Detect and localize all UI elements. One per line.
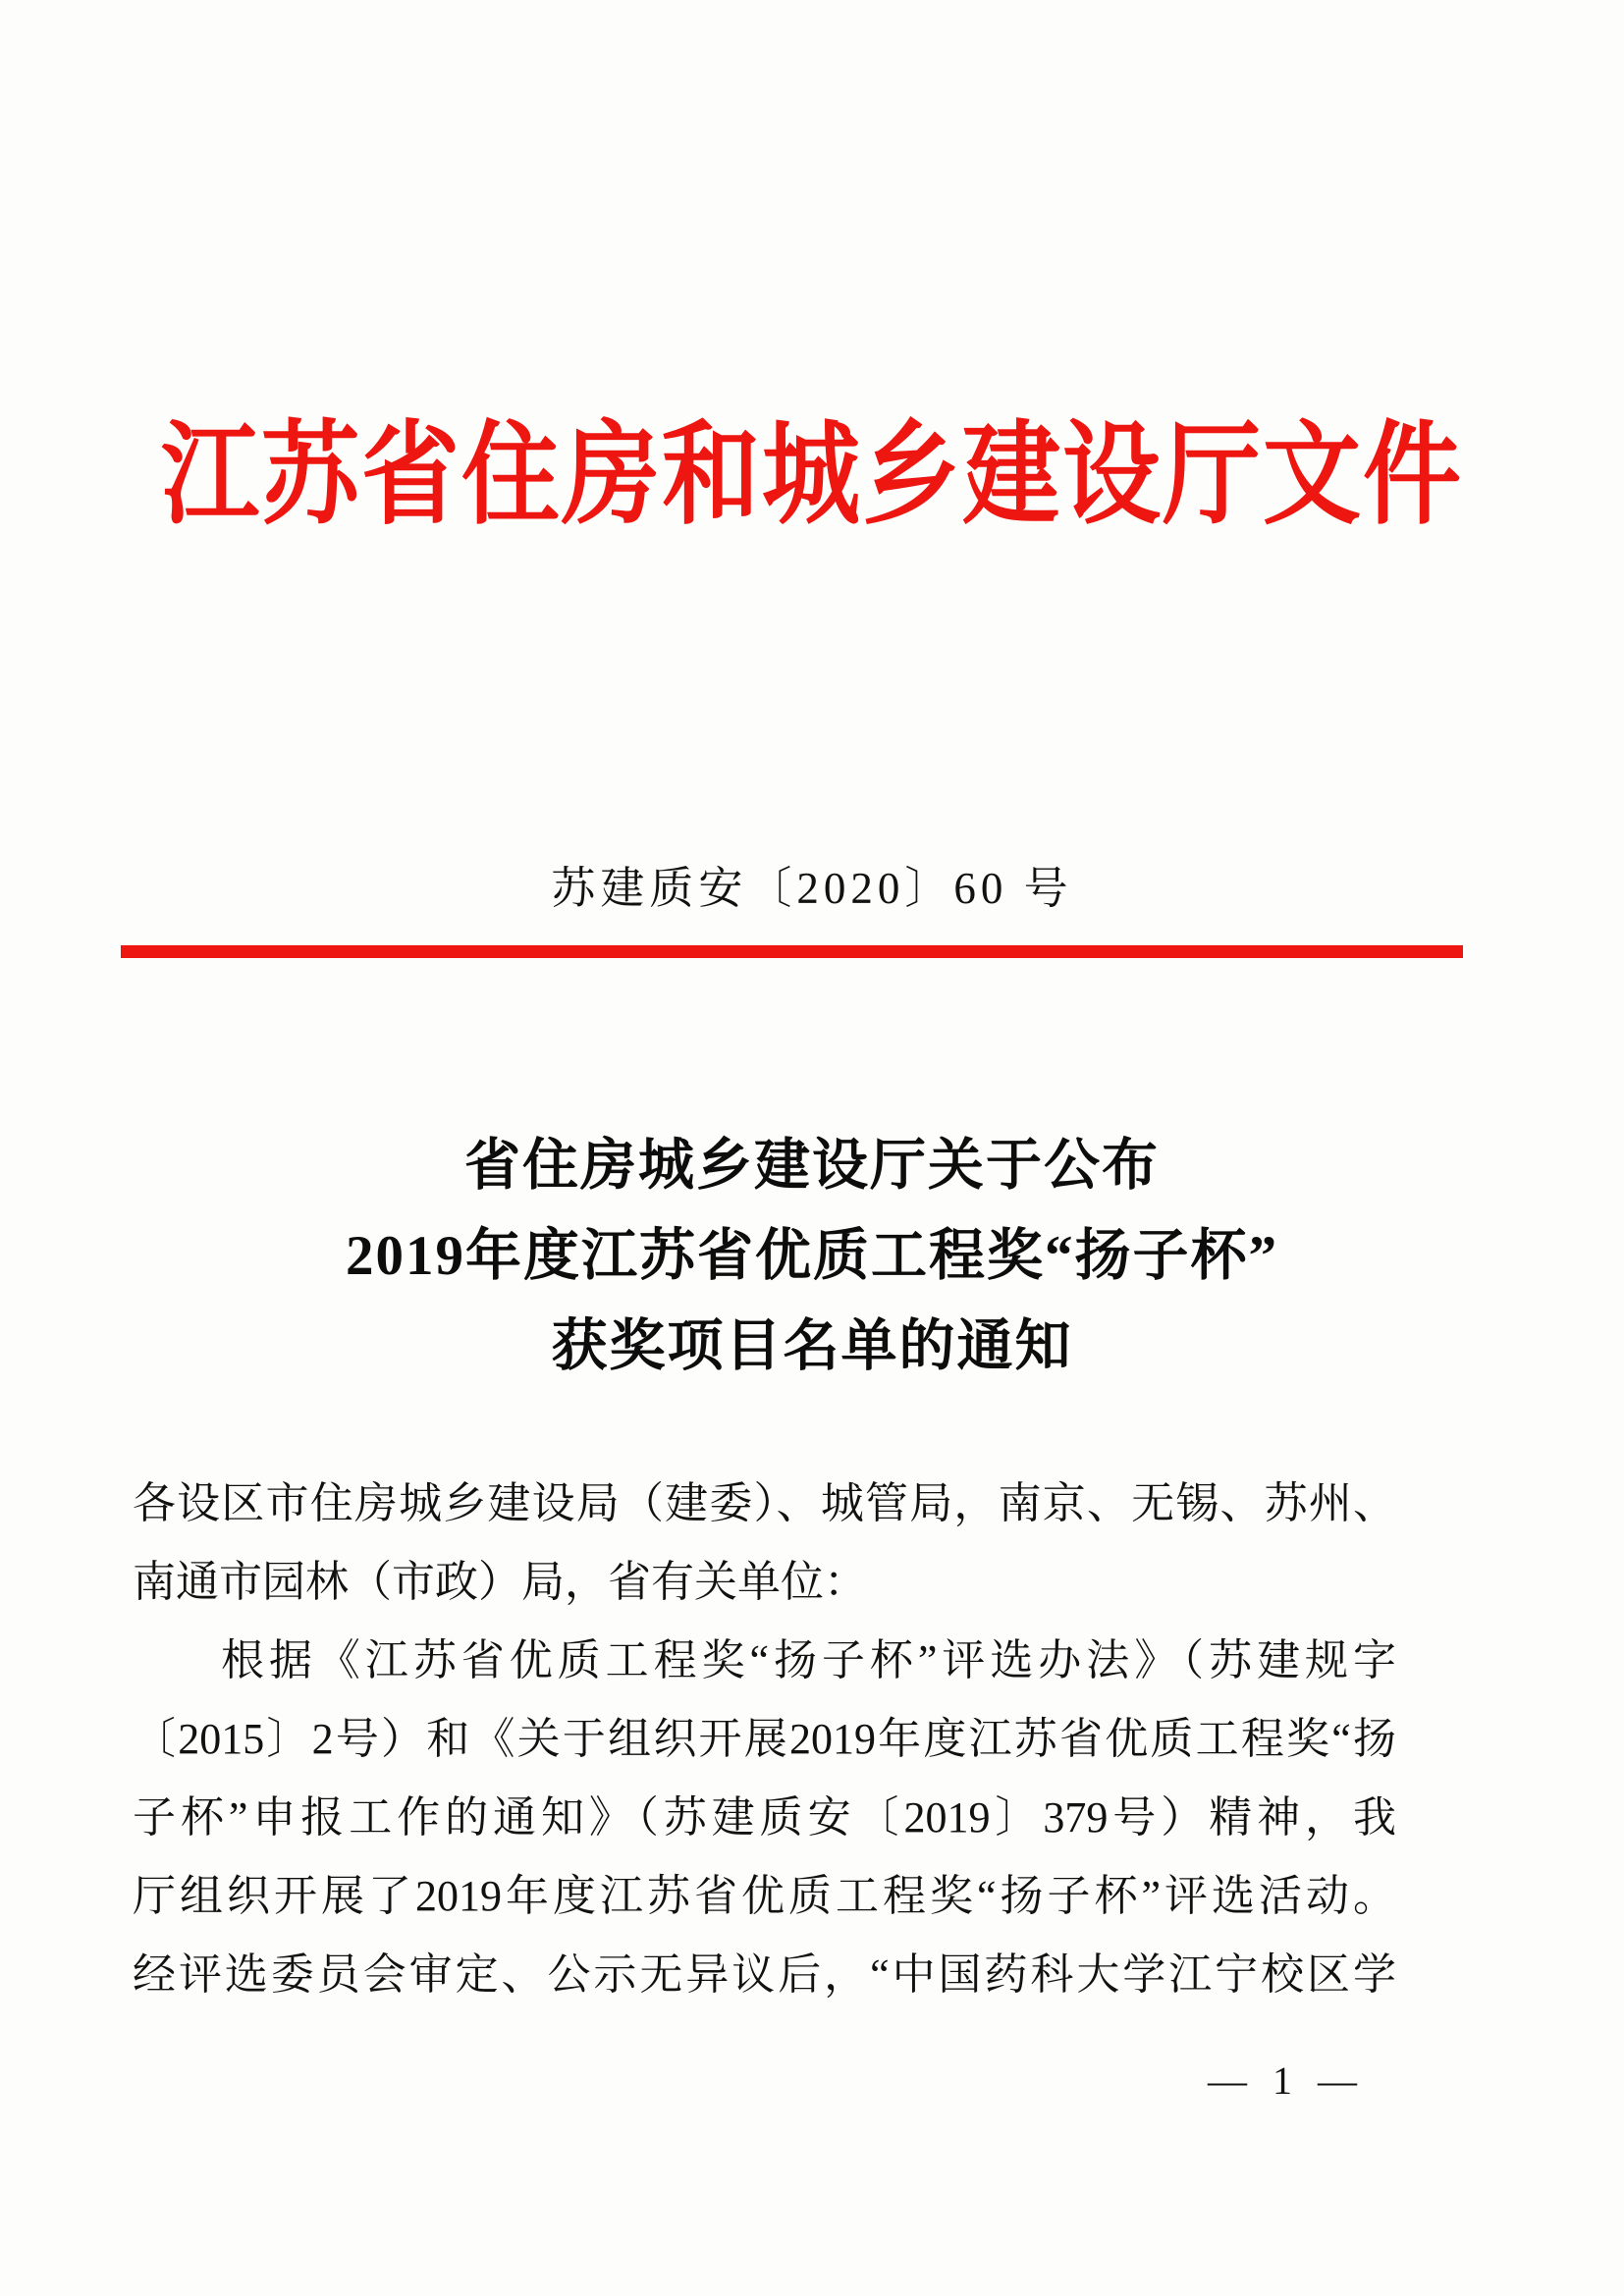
- paragraph-line: 经评选委员会审定、公示无异议后，“中国药科大学江宁校区学: [133, 1950, 1396, 1999]
- paragraph-line: 厅组织开展了2019年度江苏省优质工程奖“扬子杯”评选活动。: [133, 1872, 1396, 1920]
- notice-title-line-3: 获奖项目名单的通知: [551, 1315, 1073, 1377]
- notice-title: [0, 1121, 1624, 1392]
- salutation-line: 南通市园林（市政）局，省有关单位：: [133, 1558, 867, 1606]
- paragraph-line: 〔2015〕2号）和《关于组织开展2019年度江苏省优质工程奖“扬: [133, 1715, 1396, 1763]
- notice-body: [133, 1465, 1396, 2014]
- notice-title-line-1: 省住房城乡建设厅关于公布: [464, 1135, 1160, 1197]
- paragraph-line: 根据《江苏省优质工程奖“扬子杯”评选办法》（苏建规字: [221, 1636, 1396, 1684]
- paragraph-line: 子杯”申报工作的通知》（苏建质安〔2019〕379号）精神，我: [133, 1793, 1396, 1842]
- notice-title-line-2: 2019年度江苏省优质工程奖“扬子杯”: [346, 1225, 1278, 1287]
- document-reference-number: 苏建质安〔2020〕60 号: [551, 864, 1073, 913]
- page-number: — 1 —: [1208, 2058, 1365, 2103]
- letterhead-red-rule: [121, 945, 1463, 958]
- salutation-line: 各设区市住房城乡建设局（建委）、城管局，南京、无锡、苏州、: [133, 1479, 1396, 1527]
- letterhead-org-title: 江苏省住房和城乡建设厅文件: [161, 413, 1463, 539]
